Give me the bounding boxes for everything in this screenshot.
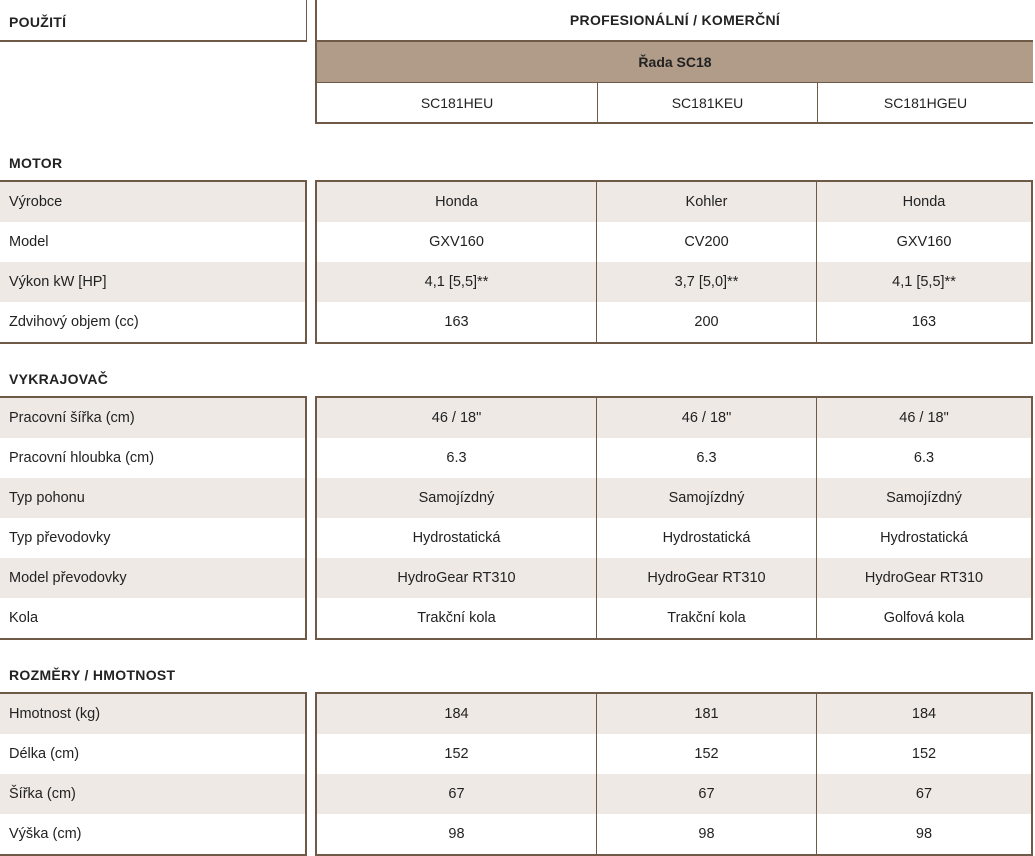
- cell: 46 / 18": [317, 398, 597, 438]
- model-name: SC181HGEU: [883, 94, 968, 111]
- cell: 3,7 [5,0]**: [597, 262, 817, 302]
- row-label: Výrobce: [0, 182, 307, 222]
- cell: 4,1 [5,5]**: [892, 274, 956, 290]
- cell: 184: [317, 694, 597, 734]
- section-title-cutter: VYKRAJOVAČ: [9, 371, 109, 387]
- cell: Hydrostatická: [317, 518, 597, 558]
- table-row: [0, 262, 1033, 302]
- cell: 67: [915, 786, 933, 802]
- row-label: Zdvihový objem (cc): [0, 302, 307, 342]
- table-row: [0, 814, 1033, 854]
- series-band: Řada SC18: [317, 42, 1033, 83]
- cell: 163: [911, 314, 937, 330]
- cell: 67: [597, 774, 817, 814]
- table-row: [0, 558, 1033, 598]
- row-label: Typ pohonu: [0, 478, 307, 518]
- row-label: Pracovní hloubka (cm): [0, 438, 307, 478]
- product-header: [315, 0, 1033, 124]
- table-row: [0, 222, 1033, 262]
- cell: 6.3: [317, 438, 597, 478]
- cell: 46 / 18": [597, 398, 817, 438]
- row-label: Kola: [0, 598, 307, 638]
- cell: Honda: [317, 182, 597, 222]
- table-row: [0, 438, 1033, 478]
- model-name: SC181KEU: [598, 83, 818, 122]
- cell: HydroGear RT310: [597, 558, 817, 598]
- cell: 46 / 18": [899, 410, 949, 426]
- cell: 152: [597, 734, 817, 774]
- cell: 98: [317, 814, 597, 854]
- cell: 181: [597, 694, 817, 734]
- model-name: SC181HEU: [317, 83, 598, 122]
- table-row: [0, 734, 1033, 774]
- row-label: Pracovní šířka (cm): [0, 398, 307, 438]
- cell: Samojízdný: [886, 490, 962, 506]
- cell: 184: [911, 706, 937, 722]
- row-label: Model: [0, 222, 307, 262]
- cell: 98: [915, 826, 933, 842]
- cell: 6.3: [597, 438, 817, 478]
- row-label: Hmotnost (kg): [0, 694, 307, 734]
- table-row: [0, 182, 1033, 222]
- table-row: [0, 598, 1033, 638]
- usage-label: POUŽITÍ: [9, 14, 67, 30]
- cell: Hydrostatická: [597, 518, 817, 558]
- section-title-dims: ROZMĚRY / HMOTNOST: [9, 667, 176, 683]
- cell: 152: [317, 734, 597, 774]
- cell: Trakční kola: [597, 598, 817, 638]
- cell: CV200: [597, 222, 817, 262]
- model-row: [317, 83, 1033, 122]
- cell: Golfová kola: [883, 610, 965, 626]
- cell: 200: [597, 302, 817, 342]
- table-row: [0, 398, 1033, 438]
- table-row: [0, 302, 1033, 342]
- cell: GXV160: [317, 222, 597, 262]
- cell: Samojízdný: [317, 478, 597, 518]
- cell: 67: [317, 774, 597, 814]
- usage-header-cell: [0, 0, 307, 42]
- cell: GXV160: [896, 234, 952, 250]
- cell: 4,1 [5,5]**: [317, 262, 597, 302]
- cell: Honda: [902, 194, 946, 210]
- cell: HydroGear RT310: [317, 558, 597, 598]
- cell: 98: [597, 814, 817, 854]
- cell: 152: [911, 746, 937, 762]
- cell: HydroGear RT310: [864, 570, 984, 586]
- row-label: Výkon kW [HP]: [0, 262, 307, 302]
- cell: Hydrostatická: [880, 530, 968, 546]
- cell: 6.3: [913, 450, 935, 466]
- row-label: Typ převodovky: [0, 518, 307, 558]
- cell: Samojízdný: [597, 478, 817, 518]
- row-label: Délka (cm): [0, 734, 307, 774]
- row-label: Model převodovky: [0, 558, 307, 598]
- category-title: PROFESIONÁLNÍ / KOMERČNÍ: [317, 0, 1033, 42]
- table-row: [0, 774, 1033, 814]
- section-title-motor: MOTOR: [9, 155, 63, 171]
- cell: Trakční kola: [317, 598, 597, 638]
- cell: Kohler: [597, 182, 817, 222]
- row-label: Výška (cm): [0, 814, 307, 854]
- table-row: [0, 478, 1033, 518]
- cell: 163: [317, 302, 597, 342]
- row-label: Šířka (cm): [0, 774, 307, 814]
- table-row: [0, 518, 1033, 558]
- table-row: [0, 694, 1033, 734]
